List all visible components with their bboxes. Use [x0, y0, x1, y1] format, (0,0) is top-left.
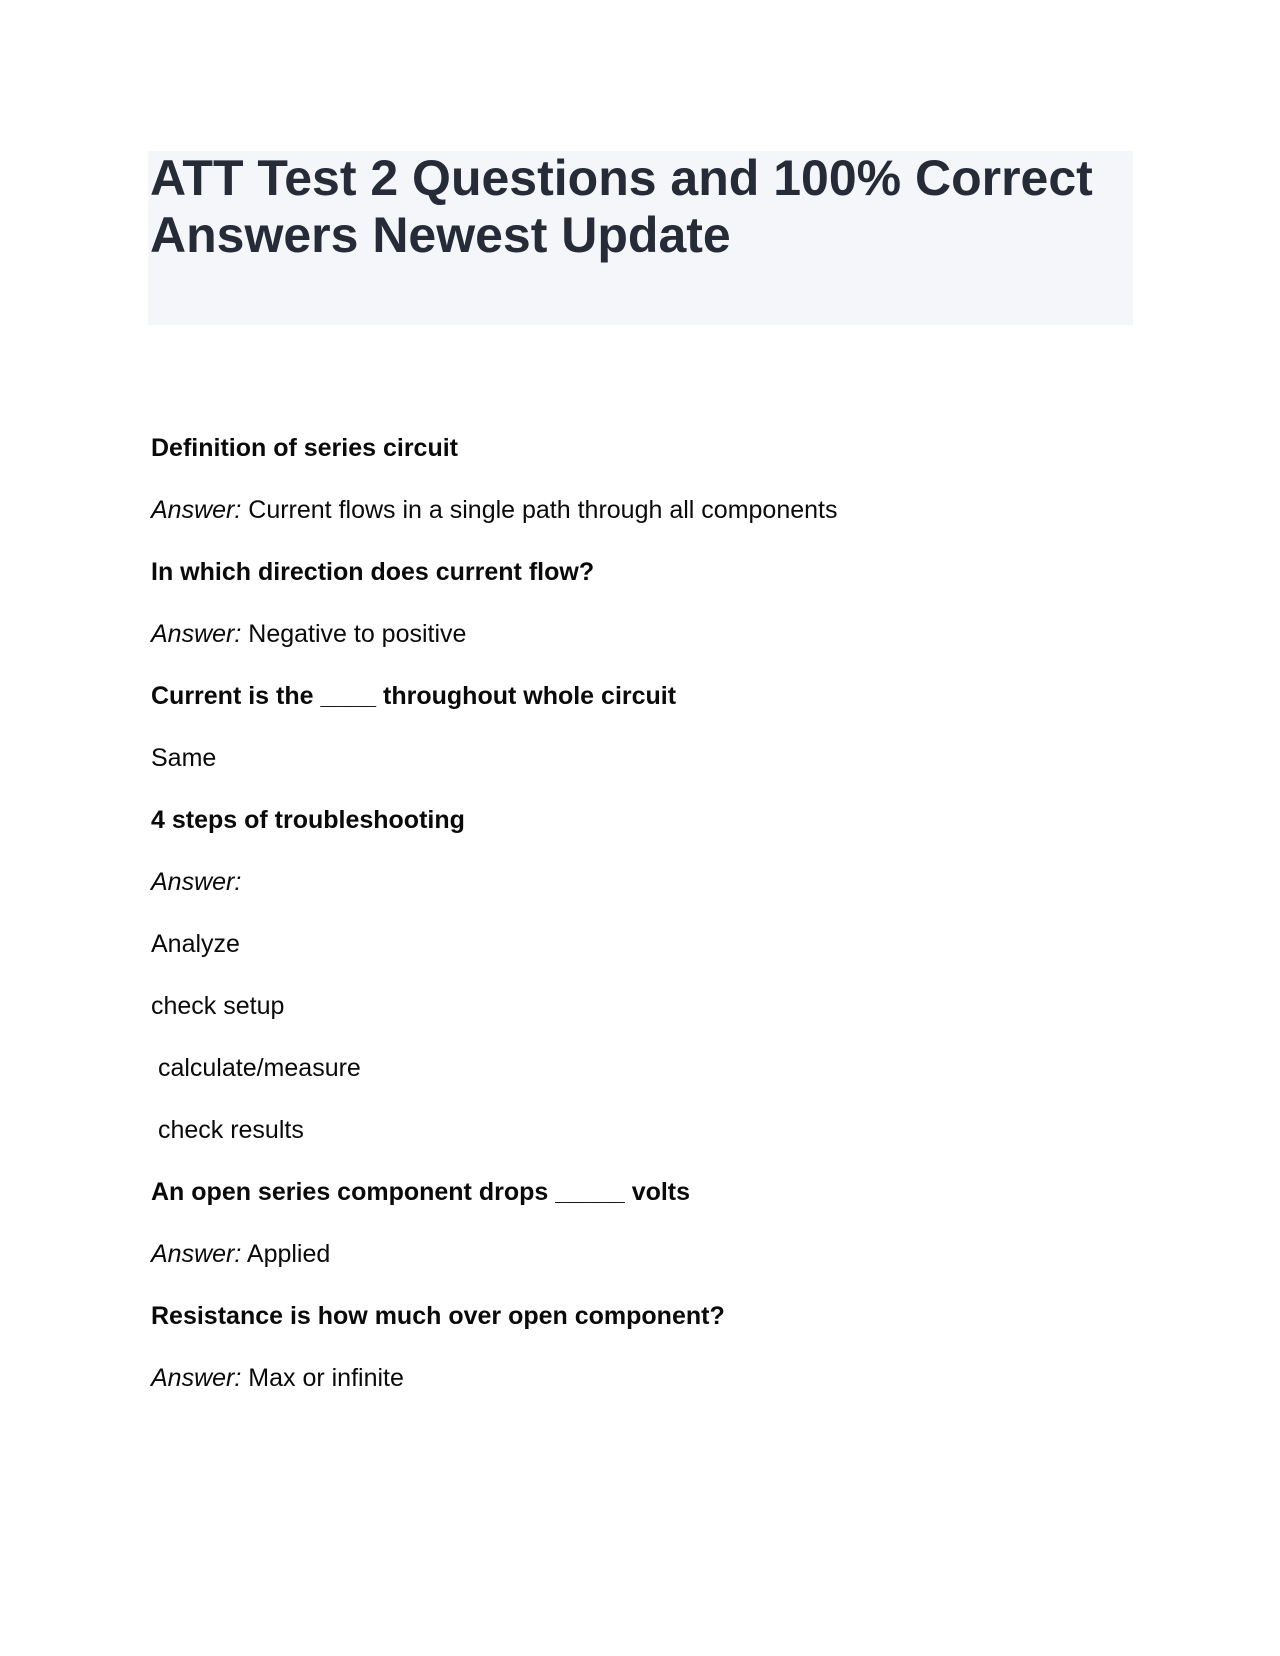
answer-3: Same	[151, 744, 217, 772]
answer-text: Current flows in a single path through all components	[248, 496, 838, 524]
question-2: In which direction does current flow?	[151, 558, 595, 586]
answer-4-line-4: check results	[151, 1116, 304, 1144]
question-3: Current is the ____ throughout whole circuit	[151, 682, 677, 710]
answer-label: Answer:	[151, 1240, 242, 1268]
question-4: 4 steps of troubleshooting	[151, 806, 465, 834]
question-1: Definition of series circuit	[151, 434, 459, 462]
answer-4-line-3: calculate/measure	[151, 1054, 361, 1082]
answer-4-line-1: Analyze	[151, 930, 240, 958]
answer-6	[151, 1363, 404, 1393]
answer-text: Max or infinite	[248, 1364, 404, 1392]
question-6: Resistance is how much over open component?	[151, 1302, 725, 1330]
answer-2	[151, 619, 466, 649]
answer-text: Negative to positive	[248, 620, 467, 648]
answer-5	[151, 1239, 330, 1269]
answer-1	[151, 495, 838, 525]
document-title: ATT Test 2 Questions and 100% Correct Answers Newest Update	[150, 150, 1093, 263]
answer-label: Answer:	[151, 496, 242, 524]
answer-label: Answer:	[151, 1364, 242, 1392]
answer-label: Answer:	[151, 620, 242, 648]
answer-label: Answer:	[151, 868, 242, 896]
question-5: An open series component drops _____ volts	[151, 1178, 691, 1206]
answer-4-line-2: check setup	[151, 992, 285, 1020]
answer-text: Applied	[246, 1240, 331, 1268]
